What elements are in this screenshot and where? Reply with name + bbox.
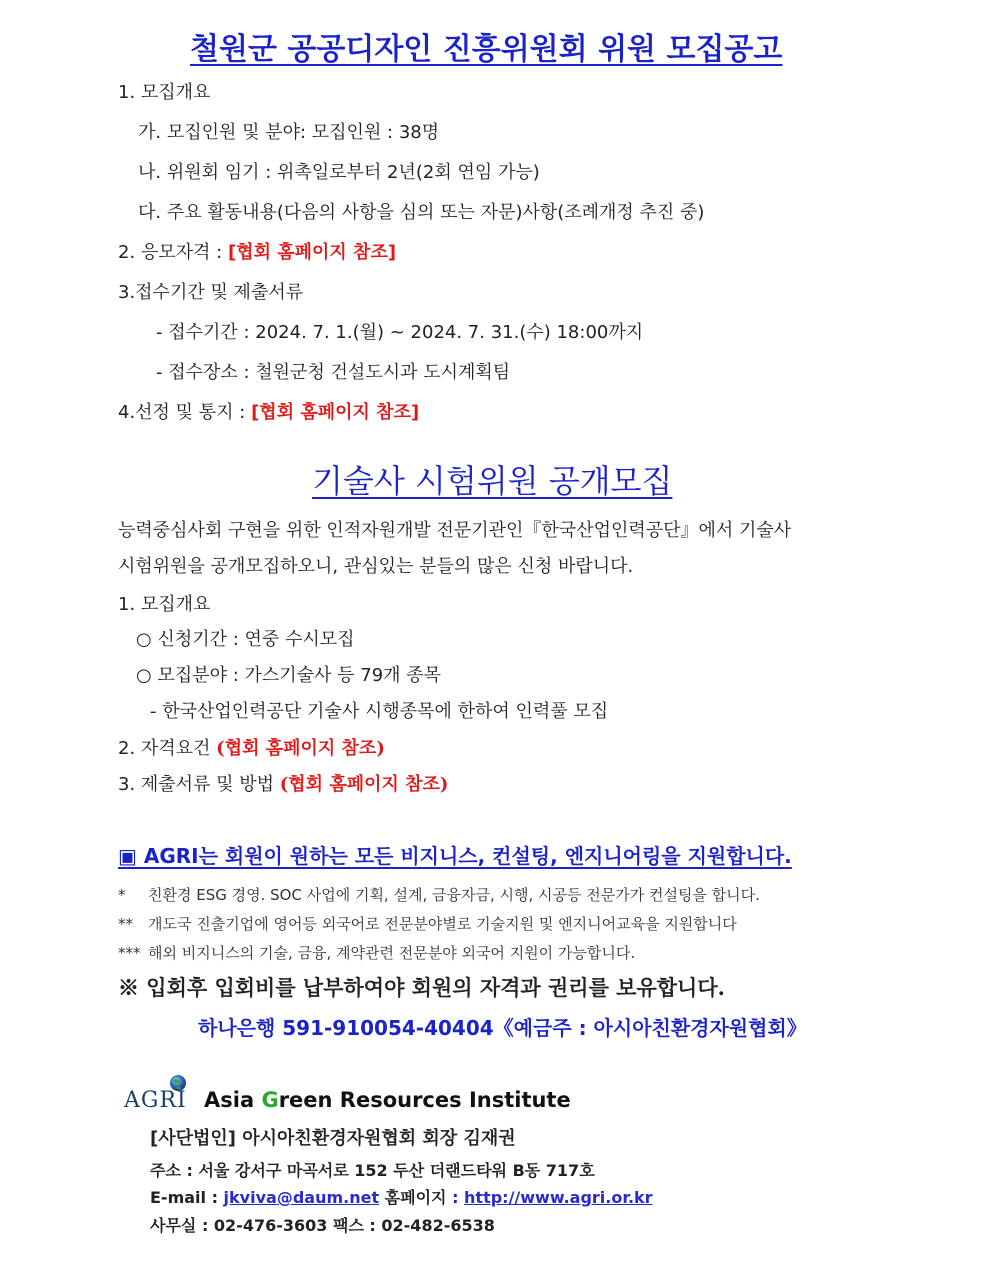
logo-text: AGRI [124, 1088, 187, 1113]
s1-eligibility [118, 238, 396, 264]
office-phone-fax: 사무실 : 02-476-3603 팩스 : 02-482-6538 [150, 1216, 495, 1235]
s2-qualification [118, 734, 385, 760]
agri-bullet-3 [118, 942, 635, 963]
s2-documents-label: 3. 제출서류 및 방법 [118, 774, 280, 795]
s1-overview: 1. 모집개요 [118, 82, 211, 103]
org-name-part1: Asia [204, 1088, 262, 1112]
org-name [204, 1088, 571, 1112]
section2-title: 기술사 시험위원 공개모집 [312, 462, 673, 500]
bullet-text: 친환경 ESG 경영. SOC 사업에 기획, 설계, 금융자금, 시행, 시공등 전문가가 컨설팅을 합니다. [148, 886, 760, 904]
corp-line: [사단법인] 아시아친환경자원협회 회장 김재권 [150, 1128, 516, 1149]
s2-qualification-label: 2. 자격요건 [118, 738, 217, 759]
s1-eligibility-ref: [협회 홈페이지 참조] [227, 242, 397, 263]
s1-place: - 접수장소 : 철원군청 건설도시과 도시계획팀 [156, 362, 511, 383]
s1-selection-ref: [협회 홈페이지 참조] [251, 402, 420, 423]
homepage-link[interactable]: http://www.agri.or.kr [464, 1188, 653, 1207]
s1-activities: 다. 주요 활동내용(다음의 사항을 심의 또는 자문)사항(조례개정 추진 중) [138, 202, 705, 223]
s2-documents-ref: (협회 홈페이지 참조) [279, 774, 449, 795]
bullet-mark: *** [118, 944, 141, 962]
s2-fields: ○ 모집분야 : 가스기술사 등 79개 종목 [136, 665, 442, 686]
homepage-label: 홈페이지 [379, 1188, 453, 1207]
agri-bullet-2 [118, 913, 737, 934]
email-label: E-mail : [150, 1188, 224, 1207]
s1-term: 나. 위원회 임기 : 위촉일로부터 2년(2회 연임 가능) [138, 162, 540, 183]
s1-selection [118, 398, 419, 424]
s1-selection-label: 4.선정 및 통지 : [118, 402, 252, 423]
org-name-part2: reen Resources Institute [278, 1088, 571, 1112]
membership-notice: ※ 입회후 입회비를 납부하여야 회원의 자격과 권리를 보유합니다. [118, 975, 725, 1000]
s1-period: - 접수기간 : 2024. 7. 1.(월) ~ 2024. 7. 31.(수) 18:00까지 [156, 322, 644, 343]
page-title: 철원군 공공디자인 진흥위원회 위원 모집공고 [190, 32, 783, 67]
bullet-text: 개도국 진출기업에 영어등 외국어로 전문분야별로 기술지원 및 엔지니어교육을 지원합니다 [148, 915, 737, 933]
email-link[interactable]: jkviva@daum.net [223, 1188, 380, 1207]
contact-line [150, 1185, 653, 1208]
s2-paragraph-line1: 능력중심사회 구현을 위한 인적자원개발 전문기관인『한국산업인력공단』에서 기술사 [118, 520, 792, 541]
s1-recruit-count: 가. 모집인원 및 분야: 모집인원 : 38명 [138, 122, 440, 143]
agri-bullet-1 [118, 884, 760, 905]
s2-pool: - 한국산업인력공단 기술사 시행종목에 한하여 인력풀 모집 [150, 701, 609, 722]
bullet-mark: ** [118, 915, 133, 933]
agri-logo [122, 1074, 194, 1118]
homepage-colon: : [452, 1188, 465, 1207]
s1-period-docs: 3.접수기간 및 제출서류 [118, 282, 304, 303]
s1-eligibility-label: 2. 응모자격 : [118, 242, 228, 263]
bullet-mark: * [118, 886, 126, 904]
bullet-text: 해외 비지니스의 기술, 금융, 계약관련 전문분야 외국어 지원이 가능합니다. [148, 944, 636, 962]
agri-headline: ▣ AGRI는 회원이 원하는 모든 비지니스, 컨설팅, 엔지니어링을 지원합니다. [118, 844, 792, 868]
s2-qualification-ref: (협회 홈페이지 참조) [216, 738, 385, 759]
s2-documents [118, 770, 448, 796]
bank-account: 하나은행 591-910054-40404《예금주 : 아시아친환경자원협회》 [198, 1016, 807, 1040]
org-name-green: G [261, 1088, 279, 1112]
s2-overview: 1. 모집개요 [118, 594, 211, 615]
s2-paragraph-line2: 시험위원을 공개모집하오니, 관심있는 분들의 많은 신청 바랍니다. [118, 556, 634, 577]
s2-period: ○ 신청기간 : 연중 수시모집 [136, 629, 355, 650]
address: 주소 : 서울 강서구 마곡서로 152 두산 더랜드타워 B동 717호 [150, 1161, 595, 1180]
